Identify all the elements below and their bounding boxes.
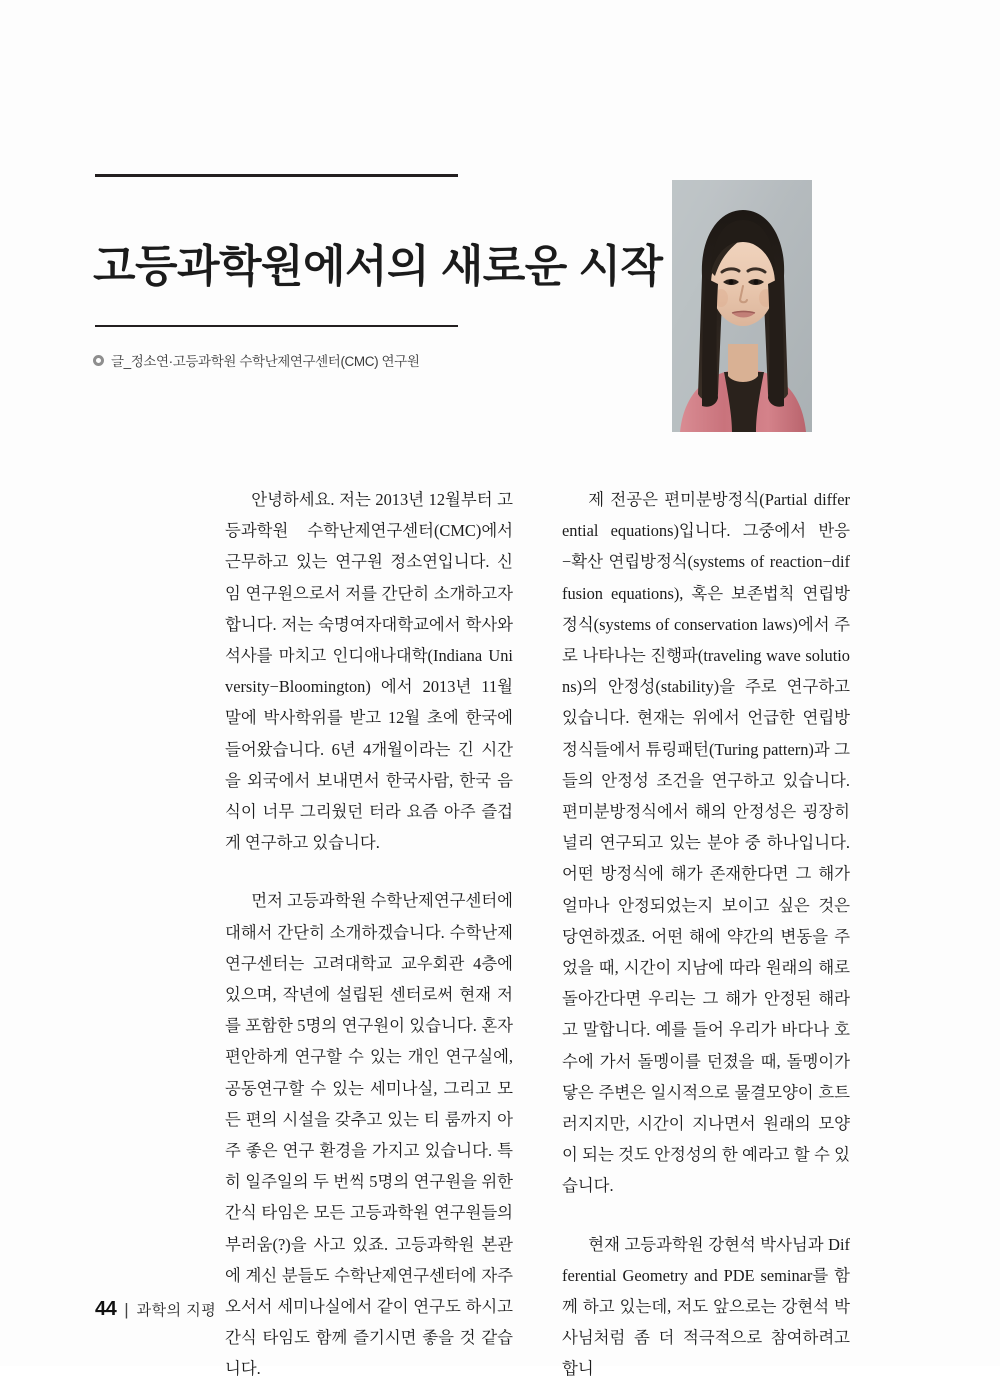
paragraph: 제 전공은 편미분방정식(Partial differential equations)입니다. 그중에서 반응−확산 연립방정식(systems of reaction−diffusion equations), 혹은 보존법칙 연립방정식(systems of conservation laws)에서 주로 나타나는 진행파(traveling wave solutions)의 안정성(stability)을 주로 연구하고 있습니다. 현재는 위에서 언급한 연립방정식들에서 튜링패턴(Turing pattern)과 그들의 안정성 조건을 연구하고 있습니다. 편미분방정식에서 해의 안정성은 굉장히 널리 연구되고 있는 분야 중 하나입니다. 어떤 방정식에 해가 존재한다면 그 해가 얼마나 안정되었는지 보이고 싶은 것은 당연하겠죠. 어떤 해에 약간의 변동을 주었을 때, 시간이 지남에 따라 원래의 해로 돌아간다면 우리는 그 해가 안정된 해라고 말합니다. 예를 들어 우리가 바다나 호수에 가서 돌멩이를 던졌을 때, 돌멩이가 닿은 주변은 일시적으로 물결모양이 흐트러지지만, 시간이 지나면서 원래의 모양이 되는 것도 안정성의 한 예라고 할 수 있습니다. xyxy=(562,490,850,1196)
paragraph: 먼저 고등과학원 수학난제연구센터에 대해서 간단히 소개하겠습니다. 수학난제연구센터는 고려대학교 교우회관 4층에 있으며, 작년에 설립된 센터로써 현재 저를 포함한 5명의 연구원이 있습니다. 혼자 편안하게 연구할 수 있는 개인 연구실에, 공동연구할 수 있는 세미나실, 그리고 모든 편의 시설을 갖추고 있는 티 룸까지 아주 좋은 연구 환경을 가지고 있습니다. 특히 일주일의 두 번씩 5명의 연구원을 위한 간식 타임은 모든 고등과학원 연구원들의 부러움(?)을 사고 있죠. 고등과학원 본관에 계신 분들도 수학난제연구센터에 자주 오서서 세미나실에서 같이 연구도 하시고 간식 타임도 함께 즐기시면 좋을 것 같습니다. xyxy=(225,891,513,1379)
body-column-right xyxy=(562,484,850,1385)
portrait-illustration xyxy=(672,180,812,432)
footer-page-number: 44 xyxy=(95,1298,117,1320)
body-column-left xyxy=(225,484,513,1385)
byline xyxy=(93,350,419,370)
footer-separator: | xyxy=(124,1300,129,1319)
paragraph: 현재 고등과학원 강현석 박사님과 Differential Geometry and PDE seminar를 함께 하고 있는데, 저도 앞으로는 강현석 박사님처럼 좀 더 적극적으로 참여하려고 합니 xyxy=(562,1234,850,1379)
paragraph: 안녕하세요. 저는 2013년 12월부터 고등과학원 수학난제연구센터(CMC)에서 근무하고 있는 연구원 정소연입니다. 신임 연구원으로서 저를 간단히 소개하고자 합니다. 저는 숙명여자대학교에서 학사와 석사를 마치고 인디애나대학(Indiana University−Bloomington) 에서 2013년 11월 말에 박사학위를 받고 12월 초에 한국에 들어왔습니다. 6년 4개월이라는 긴 시간을 외국에서 보내면서 한국사람, 한국 음식이 너무 그리웠던 터라 요즘 아주 즐겁게 연구하고 있습니다. xyxy=(225,490,513,853)
page-footer xyxy=(95,1298,216,1321)
title-rule-top xyxy=(95,174,458,177)
page-title: 고등과학원에서의 새로운 시작 xyxy=(93,242,663,292)
byline-text: 글_정소연·고등과학원 수학난제연구센터(CMC) 연구원 xyxy=(111,354,420,369)
author-portrait-photo xyxy=(672,180,812,432)
footer-publication-title: 과학의 지평 xyxy=(136,1302,217,1319)
bullet-circle-icon xyxy=(93,355,104,366)
title-rule-bottom xyxy=(95,325,458,327)
